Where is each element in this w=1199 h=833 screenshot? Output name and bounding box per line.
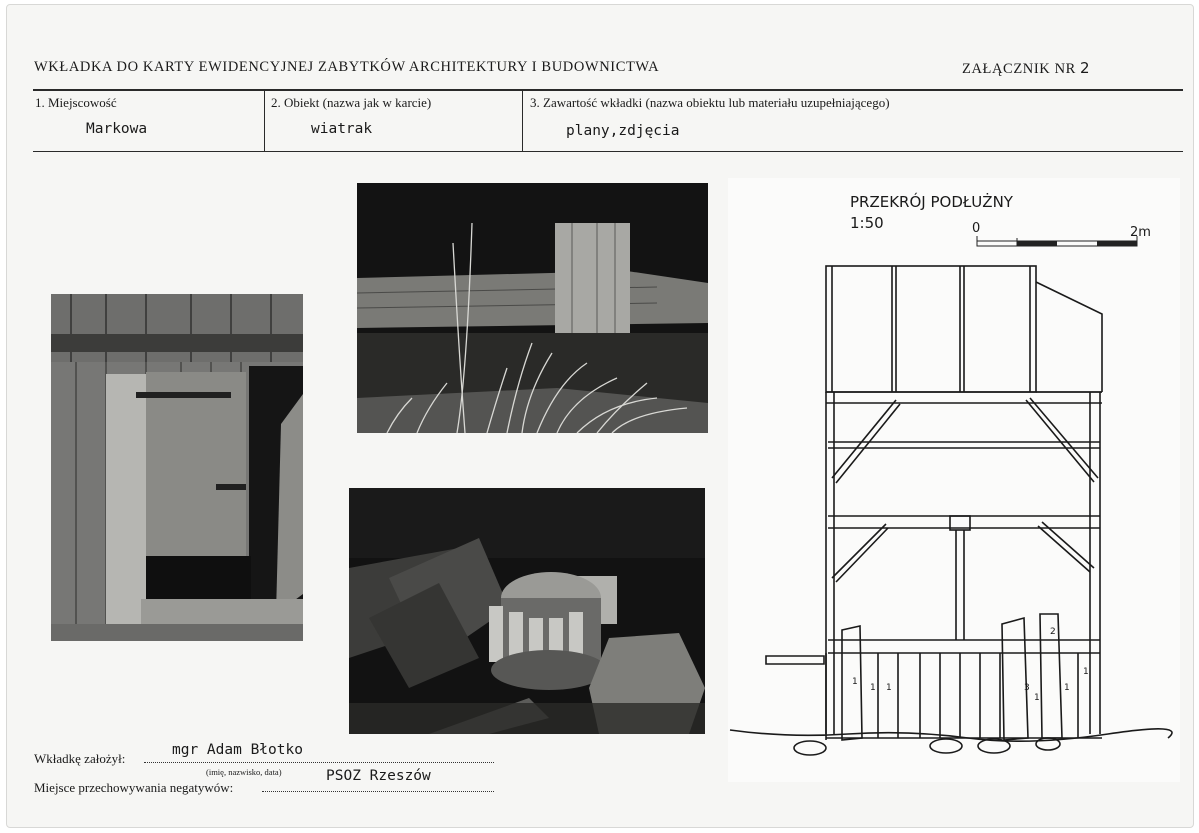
founded-by-value: mgr Adam Błotko: [172, 742, 303, 758]
cog-wheel-image: [349, 488, 705, 734]
plank-mark: 1: [870, 683, 876, 693]
negatives-storage-label: Miejsce przechowywania negatywów:: [34, 780, 234, 795]
field-divider-2: [522, 90, 523, 152]
founded-by-note: (imię, nazwisko, data): [206, 767, 282, 777]
locality-value: Markowa: [86, 121, 148, 137]
negatives-storage-dotted-line: [262, 791, 494, 792]
plank-mark: 3: [1024, 683, 1030, 693]
photo-wooden-door: [51, 294, 303, 641]
photo-cog-wheel: [349, 488, 705, 734]
contents-label: 3. Zawartość wkładki (nazwa obiektu lub materiału uzupełniającego): [530, 95, 890, 110]
annex-number: 2: [1079, 59, 1091, 77]
header-rule: [33, 89, 1183, 91]
scale-bar: [977, 236, 1137, 246]
field-divider-1: [264, 90, 265, 152]
drawing-title: PRZEKRÓJ PODŁUŻNY: [850, 193, 1013, 211]
beams-image: [357, 183, 708, 433]
longitudinal-section-drawing: [728, 178, 1180, 782]
section-drawing-svg: [728, 178, 1180, 782]
plank-mark: 1: [886, 683, 892, 693]
object-value: wiatrak: [311, 121, 373, 137]
plank-mark: 1: [1034, 693, 1040, 703]
scale-bar-start: 0: [972, 221, 981, 236]
photo-beams-grass: [357, 183, 708, 433]
plank-mark: 1: [852, 677, 858, 687]
plank-mark: 2: [1050, 627, 1056, 637]
annex-label: [962, 59, 1090, 78]
locality-label: 1. Miejscowość: [35, 95, 117, 110]
plank-marks: [852, 627, 1089, 703]
section-structure: [730, 266, 1172, 755]
drawing-scale: 1:50: [850, 214, 884, 232]
contents-value: plany,zdjęcia: [566, 123, 680, 139]
document-title: WKŁADKA DO KARTY EWIDENCYJNEJ ZABYTKÓW ARCHITEKTURY I BUDOWNICTWA: [34, 59, 660, 75]
fields-bottom-rule: [33, 151, 1183, 152]
negatives-storage-value: PSOZ Rzeszów: [326, 768, 431, 784]
annex-label-text: ZAŁĄCZNIK NR: [962, 61, 1076, 77]
founded-by-dotted-line: [144, 762, 494, 763]
door-image: [51, 294, 303, 641]
plank-mark: 1: [1083, 667, 1089, 677]
plank-mark: 1: [1064, 683, 1070, 693]
founded-by-label: Wkładkę założył:: [34, 751, 126, 766]
scale-bar-end: 2m: [1130, 225, 1151, 240]
object-label: 2. Obiekt (nazwa jak w karcie): [271, 95, 432, 110]
